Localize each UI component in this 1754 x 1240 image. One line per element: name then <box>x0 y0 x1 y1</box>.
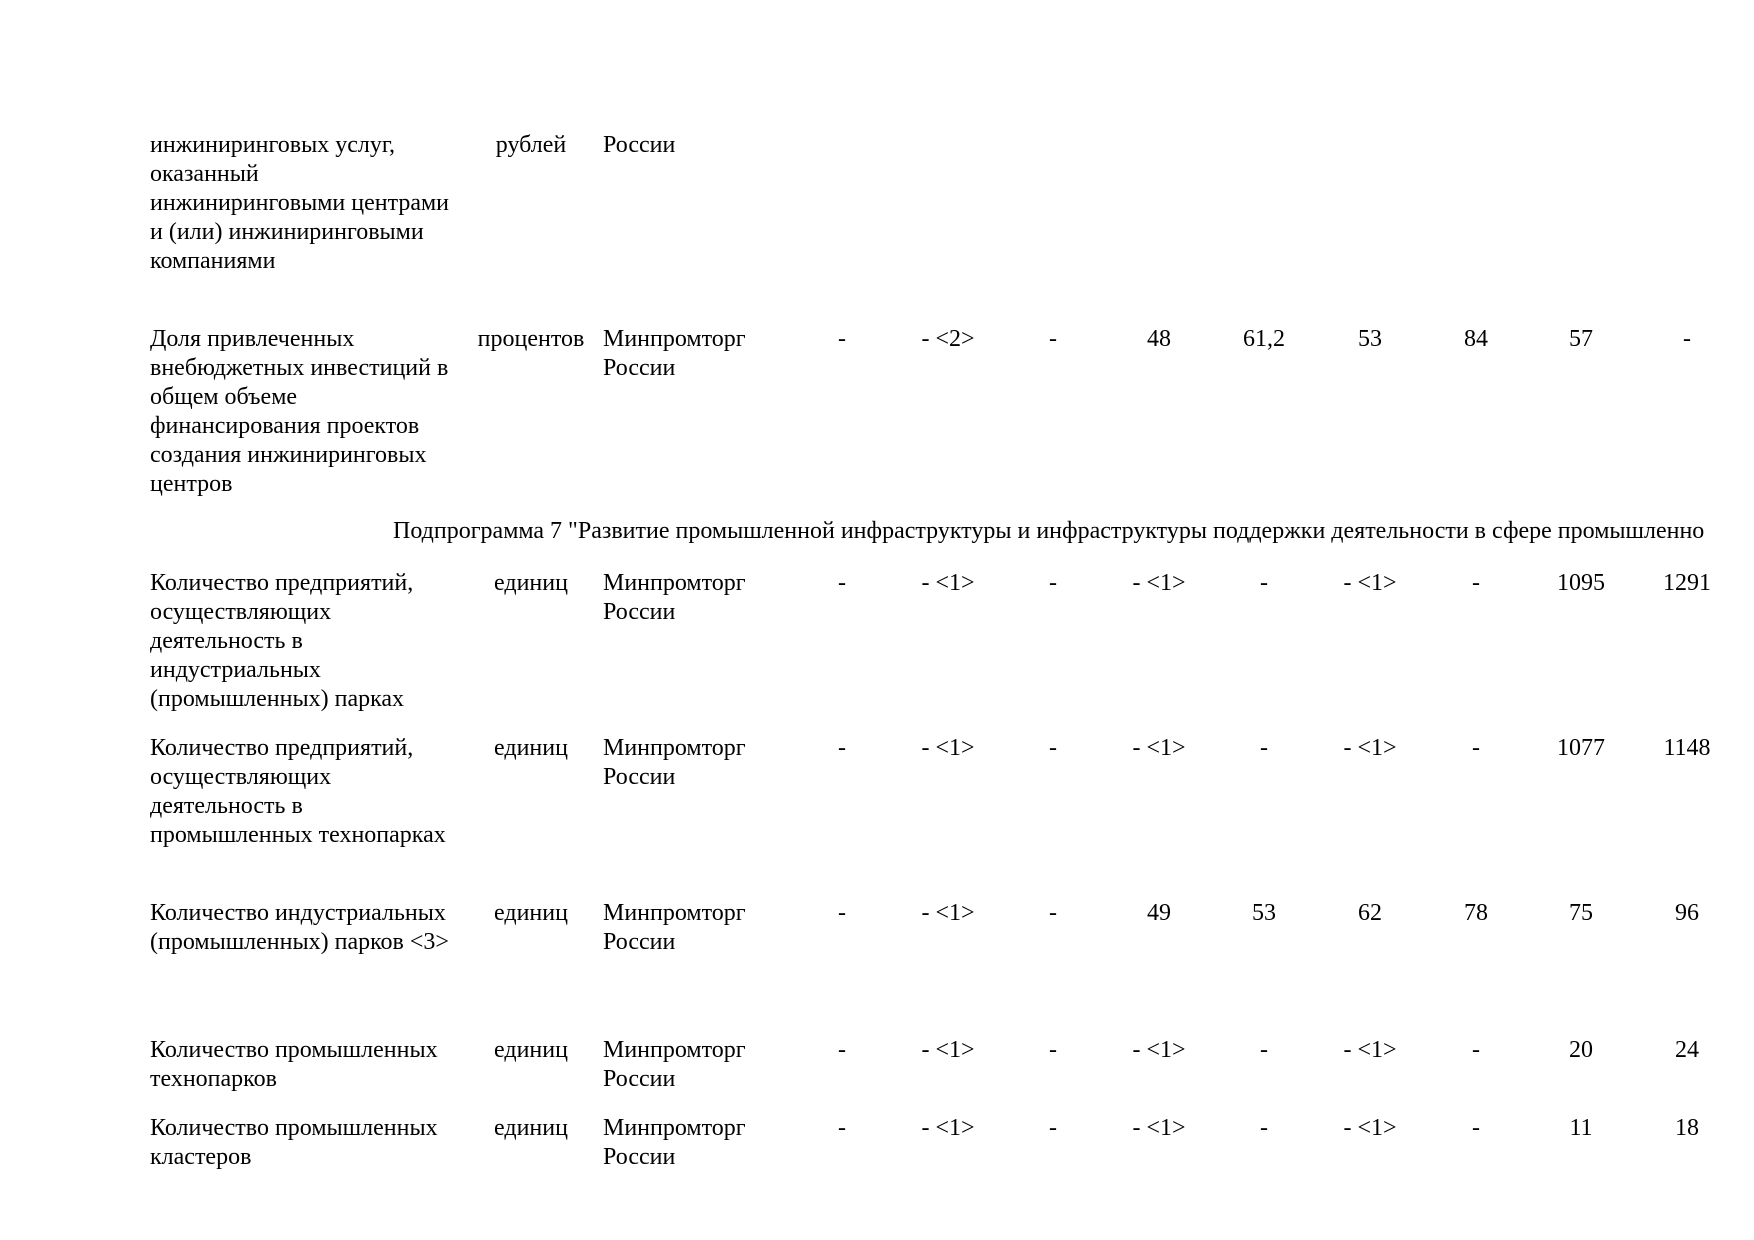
indicator-value: 62 <box>1358 900 1382 926</box>
indicator-value: 75 <box>1569 900 1593 926</box>
indicator-value: - <box>838 326 846 352</box>
indicator-value: 20 <box>1569 1037 1593 1063</box>
indicator-value: - <box>838 735 846 761</box>
indicator-unit: единиц <box>494 570 568 596</box>
indicator-value: 53 <box>1252 900 1276 926</box>
indicator-responsible: Минпромторг России <box>603 1037 746 1092</box>
indicator-value: - <box>1049 1115 1057 1141</box>
indicator-value: 96 <box>1675 900 1699 926</box>
indicator-value: - <1> <box>1132 570 1186 596</box>
indicator-value: - <1> <box>1343 570 1397 596</box>
indicator-value: - <2> <box>921 326 975 352</box>
indicator-name: Количество индустриальных (промышленных) парков <3> <box>150 900 449 955</box>
indicator-unit: рублей <box>495 132 567 158</box>
indicator-value: - <box>1260 570 1268 596</box>
indicator-value: 1148 <box>1663 735 1711 761</box>
indicator-value: - <1> <box>1343 735 1397 761</box>
indicator-value: 11 <box>1569 1115 1593 1141</box>
indicator-value: - <1> <box>921 735 975 761</box>
indicator-value: - <box>838 1115 846 1141</box>
indicator-value: - <1> <box>921 1115 975 1141</box>
indicator-value: - <1> <box>1132 1037 1186 1063</box>
indicator-value: 1077 <box>1557 735 1605 761</box>
indicator-value: - <1> <box>921 570 975 596</box>
indicator-unit: единиц <box>494 1037 568 1063</box>
indicator-value: - <box>1260 735 1268 761</box>
indicator-name: Количество промышленных технопарков <box>150 1037 438 1092</box>
indicator-unit: единиц <box>494 735 568 761</box>
indicator-responsible: Минпромторг России <box>603 570 746 625</box>
indicator-responsible: Минпромторг России <box>603 900 746 955</box>
indicator-responsible: России <box>603 132 676 158</box>
indicator-value: 1095 <box>1557 570 1605 596</box>
indicator-value: 48 <box>1147 326 1171 352</box>
indicator-responsible: Минпромторг России <box>603 326 746 381</box>
indicator-value: 24 <box>1675 1037 1699 1063</box>
indicator-value: - <box>1683 326 1691 352</box>
indicator-responsible: Минпромторг России <box>603 735 746 790</box>
indicator-value: - <box>1472 1037 1480 1063</box>
indicator-responsible: Минпромторг России <box>603 1115 746 1170</box>
indicator-value: - <box>1049 900 1057 926</box>
indicator-value: - <box>1049 1037 1057 1063</box>
indicator-value: 53 <box>1358 326 1382 352</box>
indicator-value: - <1> <box>1132 1115 1186 1141</box>
indicator-value: - <box>1472 570 1480 596</box>
indicator-value: - <1> <box>1343 1115 1397 1141</box>
indicator-value: - <box>838 1037 846 1063</box>
indicator-name: Доля привлеченных внебюджетных инвестиций в общем объеме финансирования проектов создания инжиниринговых центров <box>150 326 449 497</box>
indicator-value: - <box>1049 735 1057 761</box>
indicator-value: - <box>1049 326 1057 352</box>
indicator-name: инжиниринговых услуг, оказанный инжиниринговыми центрами и (или) инжиниринговыми компаниями <box>150 132 450 274</box>
indicator-value: - <box>1260 1037 1268 1063</box>
indicator-unit: единиц <box>494 1115 568 1141</box>
indicator-value: 78 <box>1464 900 1488 926</box>
indicator-value: 57 <box>1569 326 1593 352</box>
indicator-value: 49 <box>1147 900 1171 926</box>
subprogram-heading: Подпрограмма 7 "Развитие промышленной инфраструктуры и инфраструктуры поддержки деятельности в сфере промышленно <box>393 518 1705 544</box>
indicator-value: 84 <box>1464 326 1488 352</box>
indicator-value: - <box>1472 1115 1480 1141</box>
indicator-value: - <1> <box>1343 1037 1397 1063</box>
indicator-value: 61,2 <box>1243 326 1285 352</box>
indicator-value: - <box>838 900 846 926</box>
indicator-name: Количество предприятий, осуществляющих деятельность в индустриальных (промышленных) парках <box>150 570 414 712</box>
indicator-value: 1291 <box>1663 570 1711 596</box>
indicator-value: - <box>1260 1115 1268 1141</box>
indicator-name: Количество предприятий, осуществляющих деятельность в промышленных технопарках <box>150 735 446 848</box>
indicator-value: - <1> <box>1132 735 1186 761</box>
indicator-value: - <1> <box>921 900 975 926</box>
indicator-unit: процентов <box>477 326 585 352</box>
indicator-name: Количество промышленных кластеров <box>150 1115 438 1170</box>
indicator-value: 18 <box>1675 1115 1699 1141</box>
indicator-value: - <box>838 570 846 596</box>
indicator-value: - <box>1049 570 1057 596</box>
indicator-value: - <1> <box>921 1037 975 1063</box>
indicator-value: - <box>1472 735 1480 761</box>
indicator-unit: единиц <box>494 900 568 926</box>
